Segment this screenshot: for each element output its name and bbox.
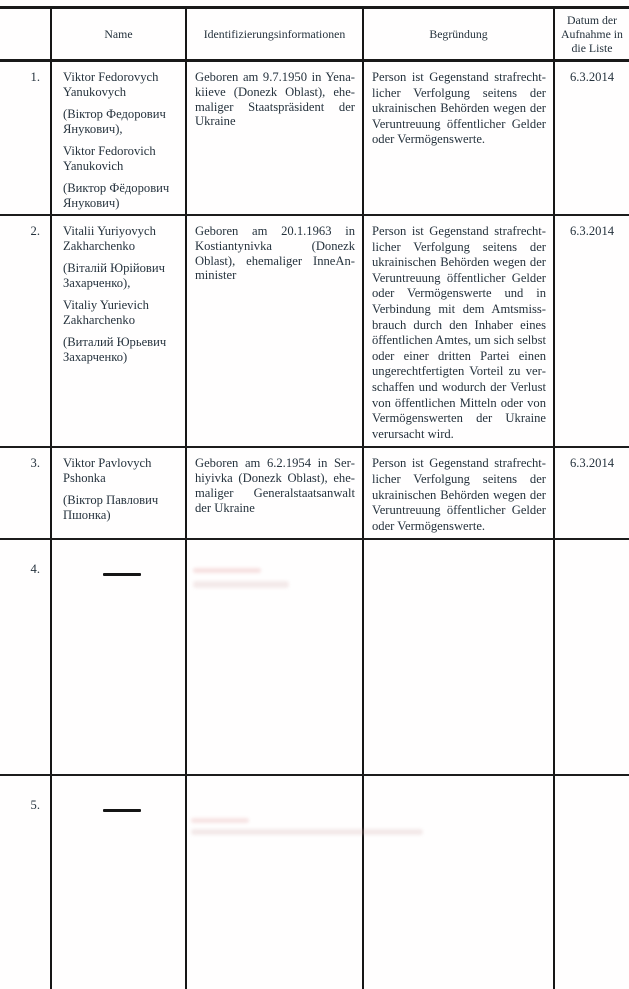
name-cell: Vitalii Yuriyovych Zakharchenko (Віталій Юрійович Захарченко), Vitaliy Yurievich Zakharchenko (Виталий Юрьевич Захарченко) xyxy=(51,215,186,447)
row-number-cell: 5. xyxy=(0,775,51,989)
justification-cell xyxy=(363,775,554,989)
justification-cell xyxy=(363,539,554,775)
row-number-cell: 2. xyxy=(0,215,51,447)
name-cell: Viktor Fedorovych Yanukovych (Віктор Федорович Янукович), Viktor Fedorovich Yanukovich (Виктор Фёдорович Янукович) xyxy=(51,61,186,216)
header-number xyxy=(0,8,51,61)
row-number-cell: 3. xyxy=(0,447,51,539)
table-header-row xyxy=(0,8,629,61)
redacted-entry-dash xyxy=(103,573,141,576)
listing-date-cell: 6.3.2014 xyxy=(554,447,629,539)
identification-info-cell xyxy=(186,539,363,775)
header-name: Name xyxy=(51,8,186,61)
identification-info-cell: Geboren am 6.2.1954 in Serhiyivka (Donezk Oblast), ehemaliger Generalstaatsanwalt der Ukraine xyxy=(186,447,363,539)
name-cell: Viktor Pavlovych Pshonka (Віктор Павлович Пшонка) xyxy=(51,447,186,539)
header-identification-info: Identifizierungsinformationen xyxy=(186,8,363,61)
table-row-redacted xyxy=(0,539,629,775)
identification-info-cell xyxy=(186,775,363,989)
name-cell xyxy=(51,539,186,775)
table-row-redacted xyxy=(0,775,629,989)
name-cell xyxy=(51,775,186,989)
listing-date-cell xyxy=(554,775,629,989)
identification-info-cell: Geboren am 9.7.1950 in Yenakiieve (Donezk Oblast), ehemaliger Staatspräsident der Ukraine xyxy=(186,61,363,216)
listing-date-cell: 6.3.2014 xyxy=(554,215,629,447)
justification-cell: Person ist Gegenstand strafrechtlicher Verfolgung seitens der ukrainischen Behörden wegen der Veruntreuung öffentlicher Gelder oder Vermögenswerte und in Verbindung mit dem Amtsmissbrauch durch den Inhaber eines öffentlichen Amtes, um sich selbst oder einer dritten Partei einen ungerechtfertigten Vorteil zu verschaffen und wodurch der Verlust von öffentlichen Mitteln oder von Vermögenswerten der Ukraine verursacht wird. xyxy=(363,215,554,447)
header-justification: Begründung xyxy=(363,8,554,61)
sanctions-table xyxy=(0,6,629,989)
listing-date-cell: 6.3.2014 xyxy=(554,61,629,216)
row-number-cell: 4. xyxy=(0,539,51,775)
identification-info-cell: Geboren am 20.1.1963 in Kostiantynivka (Donezk Oblast), ehemaliger InneAnminister xyxy=(186,215,363,447)
redacted-entry-dash xyxy=(103,809,141,812)
header-listing-date: Datum der Aufnahme in die Liste xyxy=(554,8,629,61)
justification-cell: Person ist Gegenstand strafrechtlicher Verfolgung seitens der ukrainischen Behörden wegen der Veruntreuung öffentlicher Gelder oder Vermögenswerte. xyxy=(363,61,554,216)
table-row xyxy=(0,215,629,447)
listing-date-cell xyxy=(554,539,629,775)
table-row xyxy=(0,447,629,539)
table-row xyxy=(0,61,629,216)
justification-cell: Person ist Gegenstand strafrechtlicher Verfolgung seitens der ukrainischen Behörden wegen der Veruntreuung öffentlicher Gelder oder Vermögenswerte. xyxy=(363,447,554,539)
row-number-cell: 1. xyxy=(0,61,51,216)
